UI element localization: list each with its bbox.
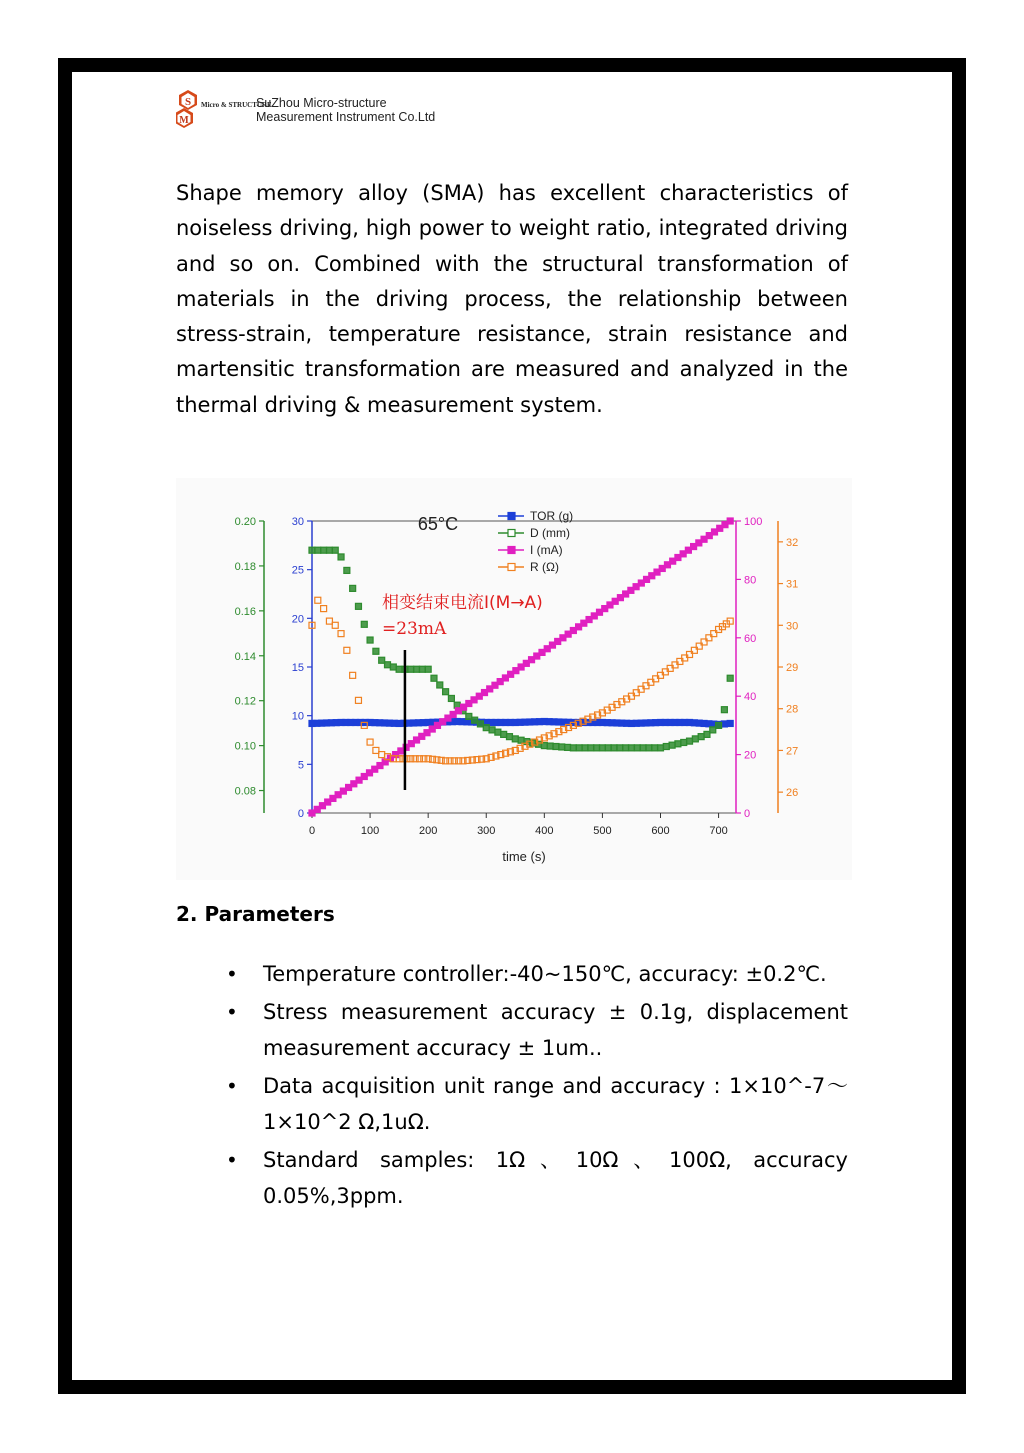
data-point-d [414,666,420,672]
data-point-d [321,547,327,553]
y-tick-label: 0.16 [234,605,256,618]
y-tick-label: 31 [786,578,799,591]
y-tick-label: 25 [291,564,304,577]
y-tick-label: 5 [297,759,304,772]
data-point-r [451,758,457,764]
bullet-icon: • [226,962,238,986]
y-tick-label: 29 [786,662,799,674]
y-tick-label: 0.20 [234,516,256,528]
parameter-item [176,1068,848,1140]
parameter-text: Standard samples: 1Ω、10Ω、100Ω, accuracy 0.05%,3ppm. [263,1148,848,1208]
company-logo-mark [176,88,256,130]
data-point-d [599,745,605,751]
data-point-d [716,722,722,728]
data-point-d [326,547,332,553]
data-point-d [367,637,373,643]
legend-label: R (Ω) [530,560,559,574]
section-title-parameters: 2. Parameters [176,902,335,926]
y-tick-label: 32 [786,536,799,549]
legend-marker [508,547,515,554]
data-point-r [326,618,332,624]
y-tick-label: 26 [786,787,799,800]
data-point-d [628,745,634,751]
y-tick-label: 27 [786,745,799,758]
x-tick-label: 100 [360,825,380,837]
data-point-d [565,744,571,750]
x-tick-label: 700 [709,825,728,837]
bullet-icon: • [226,1000,238,1024]
data-point-d [501,731,507,737]
y-tick-label: 0.18 [234,560,256,573]
data-point-r [408,756,414,762]
x-tick-label: 200 [418,825,438,837]
logo-small-text: Micro & STRUCTURE [201,101,272,109]
data-point-r [315,597,321,603]
data-point-d [652,745,658,751]
data-point-d [594,745,600,751]
legend-label: TOR (g) [530,509,574,523]
y-tick-label: 0.12 [234,695,256,708]
data-point-r [412,756,418,762]
bullet-icon: • [226,1148,238,1172]
data-point-r [379,752,385,758]
data-point-r [344,647,350,653]
parameter-item [176,1142,848,1214]
data-point-d [396,666,402,672]
y-tick-label: 40 [744,691,757,704]
data-point-r [416,756,422,762]
data-point-d [553,744,559,750]
data-point-d [727,675,733,681]
data-point-d [576,745,582,751]
data-point-d [681,739,687,745]
data-point-d [692,736,698,742]
data-point-r [421,756,427,762]
parameter-text: Temperature controller:-40~150℃, accuracy: ±0.2℃. [263,962,827,986]
svg-text:M: M [179,115,189,126]
data-point-d [675,741,681,747]
data-point-i [727,518,733,524]
legend-marker [508,513,515,520]
data-point-d [425,666,431,672]
data-point-d [704,731,710,737]
x-axis-label: time (s) [502,849,546,864]
x-tick-label: 400 [535,825,554,837]
parameters-list [176,956,848,1216]
svg-text:S: S [184,96,192,108]
data-point-d [332,547,338,553]
data-point-d [663,744,669,750]
data-point-r [321,606,327,612]
data-point-d [710,727,716,733]
data-point-d [431,675,437,681]
data-point-d [355,603,361,609]
y-tick-label: 30 [786,620,799,633]
data-point-d [657,745,663,751]
data-point-d [361,621,367,627]
data-point-d [559,744,565,750]
company-logo [176,88,476,130]
y-tick-label: 100 [744,516,763,528]
data-point-r [355,697,361,703]
data-point-d [466,713,472,719]
data-point-d [611,745,617,751]
data-point-d [582,745,588,751]
data-point-d [512,736,518,742]
data-point-d [373,648,379,654]
data-point-d [350,585,356,591]
data-point-tor [721,721,727,727]
y-tick-label: 28 [786,703,799,716]
data-point-d [721,707,727,713]
data-point-r [447,758,453,764]
data-point-d [617,745,623,751]
data-point-d [623,745,629,751]
y-tick-label: 10 [291,710,304,723]
y-tick-label: 0 [297,808,304,820]
annotation-line2: =23mA [382,619,447,639]
parameter-item [176,994,848,1066]
company-name-line2: Measurement Instrument Co.Ltd [256,110,436,124]
data-point-d [477,721,483,727]
legend-label: I (mA) [530,543,563,557]
bullet-icon: • [226,1074,238,1098]
intro-paragraph: Shape memory alloy (SMA) has excellent characteristics of noiseless driving, high power to weight ratio, integrated driving and so on. Combined with the structural transformation of materials in the driving process, the relationship between stress-strain, temperature resistance, strain resistance and martensitic transformation are measured and analyzed in the thermal driving & measurement system. [176,181,848,417]
x-tick-label: 0 [308,825,316,837]
data-point-d [605,745,611,751]
data-point-d [640,745,646,751]
data-point-d [385,662,391,668]
annotation-line1: 相变结束电流I(M→A) [382,593,543,613]
data-point-d [669,742,675,748]
data-point-r [332,622,338,628]
data-point-d [344,567,350,573]
data-point-d [379,657,385,663]
parameter-text: Stress measurement accuracy ± 0.1g, displacement measurement accuracy ± 1um.. [263,1000,848,1060]
data-point-d [646,745,652,751]
data-point-d [518,737,524,743]
data-point-d [698,734,704,740]
data-point-d [443,689,449,695]
x-tick-label: 600 [651,825,670,837]
legend-marker [508,530,515,537]
data-point-d [309,547,315,553]
y-tick-label: 0.10 [234,740,256,753]
data-point-d [547,743,553,749]
data-point-d [570,745,576,751]
data-point-d [687,738,693,744]
x-tick-label: 300 [477,825,496,837]
data-point-r [373,747,379,753]
legend-marker [508,564,515,571]
data-point-d [506,734,512,740]
data-point-d [408,666,414,672]
y-tick-label: 0.08 [234,785,256,798]
company-name-line1: SuZhou Micro-structure [256,96,387,110]
data-point-d [390,664,396,670]
parameter-text: Data acquisition unit range and accuracy : 1×10^-7～1×10^2 Ω,1uΩ. [263,1074,848,1134]
data-point-d [448,695,454,701]
y-tick-label: 15 [291,662,304,674]
y-tick-label: 80 [744,574,757,587]
data-point-d [315,547,321,553]
x-tick-label: 500 [593,825,612,837]
data-point-tor [727,720,733,726]
data-point-d [483,725,489,731]
data-point-r [367,739,373,745]
y-tick-label: 0 [744,808,751,820]
y-tick-label: 30 [291,516,304,528]
data-point-d [437,682,443,688]
y-tick-label: 20 [744,749,757,762]
chart-title: 65°C [417,514,459,534]
y-tick-label: 60 [744,632,757,645]
parameter-item [176,956,848,992]
data-point-d [634,745,640,751]
data-point-r [350,672,356,678]
data-point-r [338,631,344,637]
y-tick-label: 0.14 [234,650,256,663]
y-tick-label: 20 [291,613,304,626]
data-point-r [456,758,462,764]
chart-svg [176,478,852,880]
company-name [256,96,435,124]
data-point-d [489,727,495,733]
data-point-d [588,745,594,751]
data-point-d [419,666,425,672]
data-point-d [338,554,344,560]
data-point-d [472,717,478,723]
sma-measurement-chart [176,478,852,880]
data-point-d [495,729,501,735]
legend-label: D (mm) [530,526,570,540]
